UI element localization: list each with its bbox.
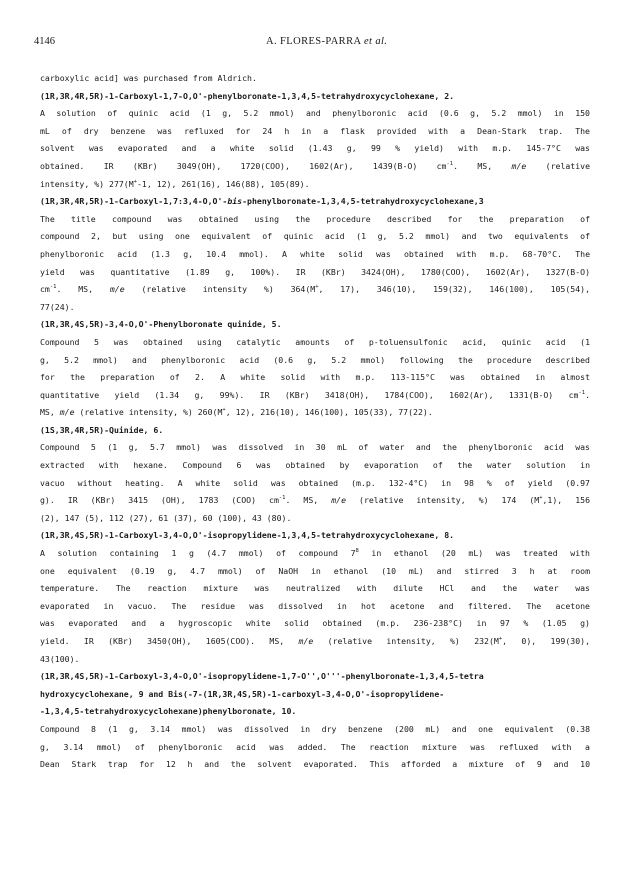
body-line: 43(100). (40, 653, 80, 664)
body-line: A solution of quinic acid (1 g, 5.2 mmol) and phenylboronic acid (0.6 g, 5.2 mmol) in 150 (40, 108, 590, 119)
body-line: obtained. IR (KBr) 3049(OH), 1720(COO), 1602(Ar), 1439(B-O) $cm^{-1}$. MS, m/e (relative (40, 160, 590, 171)
header-authors (266, 36, 387, 47)
body-line: compound 2, but using one equivalent of quinic acid (1 g, 5.2 mmol) and two equivalents of (40, 231, 590, 242)
body-line: g, 5.2 mmol) and phenylboronic acid (0.6 g, 5.2 mmol) following the procedure described (40, 354, 590, 365)
body-line: Compound 5 (1 g, 5.7 mmol) was dissolved in 30 mL of water and the phenylboronic acid was (40, 442, 590, 453)
body-line: g). IR (KBr) 3415 (OH), 1783 (COO) $cm^{-1}$. MS, m/e (relative intensity, %) 174 (M+,1), 156 (40, 495, 590, 506)
section-heading: (1R,3R,4R,5R)-1-Carboxyl-1,7-O,O'-phenylboronate-1,3,4,5-tetrahydroxycyclohexane, 2. (40, 90, 455, 101)
body-line: phenylboronic acid (1.3 g, 10.4 mmol). A white solid was obtained with m.p. 68-70°C. The (40, 248, 590, 259)
body-line: g, 3.14 mmol) of phenylboronic acid was added. The reaction mixture was refluxed with a (40, 741, 590, 752)
section-heading: (1S,3R,4R,5R)-Quinide, 6. (40, 424, 164, 435)
page-number: 4146 (34, 36, 55, 47)
body-line: The title compound was obtained using the procedure described for the preparation of (40, 213, 590, 224)
section-heading: hydroxycyclohexane, 9 and Bis(-7-(1R,3R,4S,5R)-1-carboxyl-3,4-O,O'-isopropylidene- (40, 688, 445, 699)
section-heading: (1R,3R,4S,5R)-1-Carboxyl-3,4-O,O'-isopropylidene-1,7-O'',O'''-phenylboronate-1,3,4,5-tetra (40, 671, 484, 682)
body-line: Compound 8 (1 g, 3.14 mmol) was dissolved in dry benzene (200 mL) and one equivalent (0.38 (40, 723, 590, 734)
body-line: 77(24). (40, 301, 75, 312)
experimental-section (40, 70, 590, 774)
body-line: intensity, %) 277(M+-1, 12), 261(16), 146(88), 105(89). (40, 178, 310, 189)
section-heading: (1R,3R,4R,5R)-1-Carboxyl-1,7:3,4-O,O'-bis-phenylboronate-1,3,4,5-tetrahydroxycyclohexane,3 (40, 196, 484, 207)
body-line: yield was quantitative (1.89 g, 100%). IR (KBr) 3424(OH), 1780(COO), 1602(Ar), 1327(B-O) (40, 266, 590, 277)
body-line: was evaporated and a hygroscopic white solid obtained (m.p. 236-238°C) in 97 % (1.05 g) (40, 618, 590, 629)
body-line: Dean Stark trap for 12 h and the solvent evaporated. This afforded a mixture of 9 and 10 (40, 759, 590, 770)
body-line: A solution containing 1 g (4.7 mmol) of compound $7^8$ in ethanol (20 mL) was treated with (40, 548, 590, 559)
body-line: temperature. The reaction mixture was neutralized with dilute HCl and the water was (40, 583, 590, 594)
body-line: evaporated in vacuo. The residue was dissolved in hot acetone and filtered. The acetone (40, 600, 590, 611)
body-line: $cm^{-1}$. MS, m/e (relative intensity %) 364(M+, 17), 346(10), 159(32), 146(100), 105(54), (40, 284, 590, 295)
body-line: MS, m/e (relative intensity, %) 260(M+, 12), 216(10), 146(100), 105(33), 77(22). (40, 407, 433, 418)
body-line: one equivalent (0.19 g, 4.7 mmol) of NaOH in ethanol (10 mL) and stirred 3 h at room (40, 565, 590, 576)
body-line: quantitative yield (1.34 g, 99%). IR (KBr) 3418(OH), 1784(COO), 1602(Ar), 1331(B-O) $cm^{-1}$. (40, 389, 590, 400)
body-line: (2), 147 (5), 112 (27), 61 (37), 60 (100), 43 (80). (40, 512, 292, 523)
body-line: carboxylic acid] was purchased from Aldrich. (40, 73, 257, 83)
running-header (34, 36, 590, 50)
section-heading: (1R,3R,4S,5R)-3,4-O,O'-Phenylboronate quinide, 5. (40, 319, 282, 330)
header-author-name: A. FLORES-PARRA (266, 36, 361, 47)
body-line: yield. IR (KBr) 3450(OH), 1605(COO). MS, m/e (relative intensity, %) 232(M+, 0), 199(30), (40, 636, 590, 646)
body-line: for the preparation of 2. A white solid with m.p. 113-115°C was obtained in almost (40, 372, 590, 383)
body-line: vacuo without heating. A white solid was obtained (m.p. 132-4°C) in 98 % of yield (0.97 (40, 477, 590, 488)
section-heading: (1R,3R,4S,5R)-1-Carboxyl-3,4-O,O'-isopropylidene-1,3,4,5-tetrahydroxycyclohexane, 8. (40, 530, 455, 541)
section-heading: -1,3,4,5-tetrahydroxycyclohexane)phenylboronate, 10. (40, 706, 297, 717)
header-et-al: et al. (363, 36, 388, 47)
body-line: extracted with hexane. Compound 6 was obtained by evaporation of the water solution in (40, 460, 590, 471)
body-line: solvent was evaporated and a white solid (1.43 g, 99 % yield) with m.p. 145-7°C was (40, 143, 590, 154)
body-line: Compound 5 was obtained using catalytic amounts of p-toluensulfonic acid, quinic acid (1 (40, 336, 590, 347)
body-line: mL of dry benzene was refluxed for 24 h in a flask provided with a Dean-Stark trap. The (40, 125, 590, 136)
